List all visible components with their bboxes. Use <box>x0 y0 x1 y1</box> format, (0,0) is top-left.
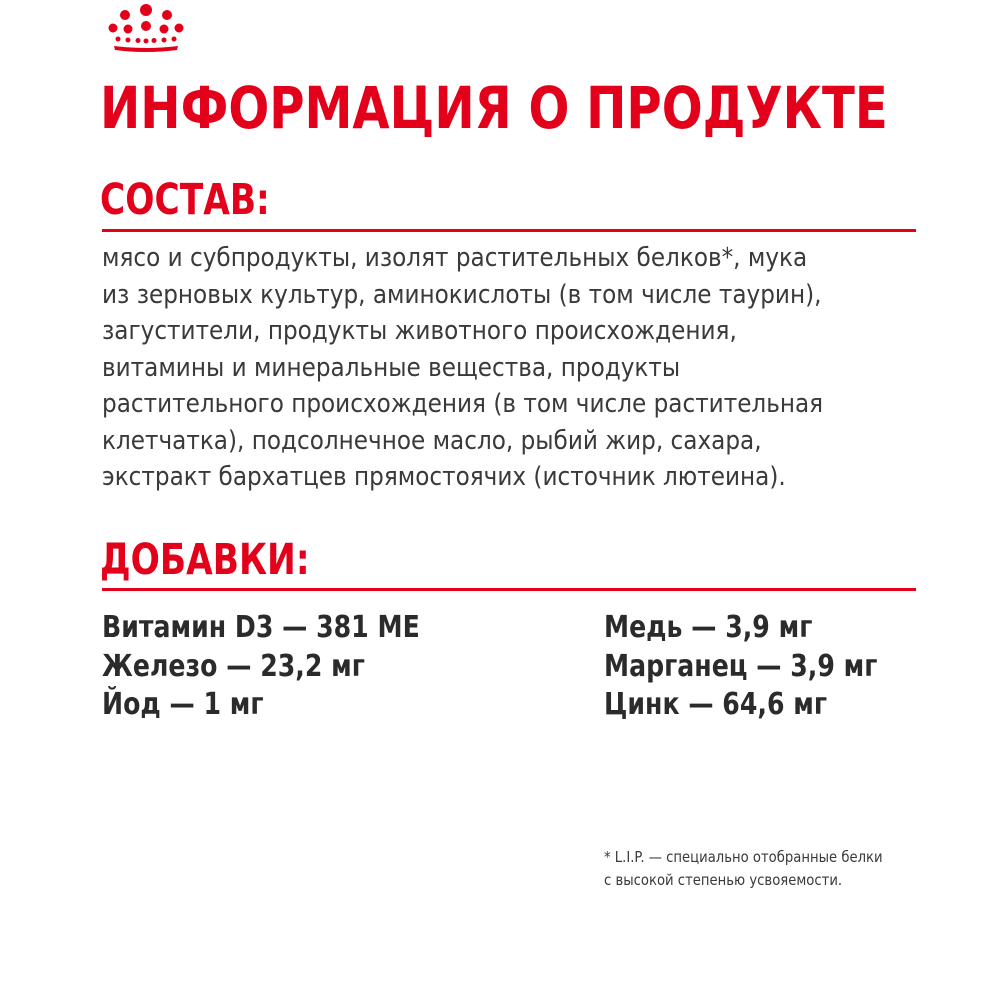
crown-icon <box>104 4 188 52</box>
additives-heading: ДОБАВКИ: <box>100 535 310 585</box>
composition-line: клетчатка), подсолнечное масло, рыбий жир, сахара, <box>102 425 762 456</box>
additive-item: Медь — 3,9 мг <box>604 610 813 645</box>
additives-right-column <box>604 609 924 725</box>
additives-left-column <box>102 609 542 725</box>
footnote-line: с высокой степенью усвояемости. <box>604 871 843 889</box>
composition-text <box>102 240 922 496</box>
composition-heading: СОСТАВ: <box>100 175 270 225</box>
composition-line: из зерновых культур, аминокислоты (в том числе таурин), <box>102 279 822 310</box>
additive-item: Марганец — 3,9 мг <box>604 648 878 684</box>
additive-item: Йод — 1 мг <box>102 687 264 722</box>
composition-line: мясо и субпродукты, изолят растительных белков*, мука <box>102 243 808 273</box>
additive-item: Цинк — 64,6 мг <box>604 687 828 722</box>
footnote <box>604 846 944 892</box>
composition-line: загустители, продукты животного происхождения, <box>102 316 737 346</box>
additive-item: Железо — 23,2 мг <box>102 648 365 684</box>
composition-line: экстракт бархатцев прямостоячих (источник лютеина). <box>102 462 786 492</box>
composition-line: витамины и минеральные вещества, продукты <box>102 352 681 383</box>
additive-item: Витамин D3 — 381 МЕ <box>102 610 420 645</box>
page-title: ИНФОРМАЦИЯ О ПРОДУКТЕ <box>100 74 888 142</box>
composition-divider <box>102 229 916 232</box>
additives-divider <box>102 588 916 591</box>
footnote-line: * L.I.P. — специально отобранные белки <box>604 848 883 866</box>
composition-line: растительного происхождения (в том числе растительная <box>102 389 824 419</box>
